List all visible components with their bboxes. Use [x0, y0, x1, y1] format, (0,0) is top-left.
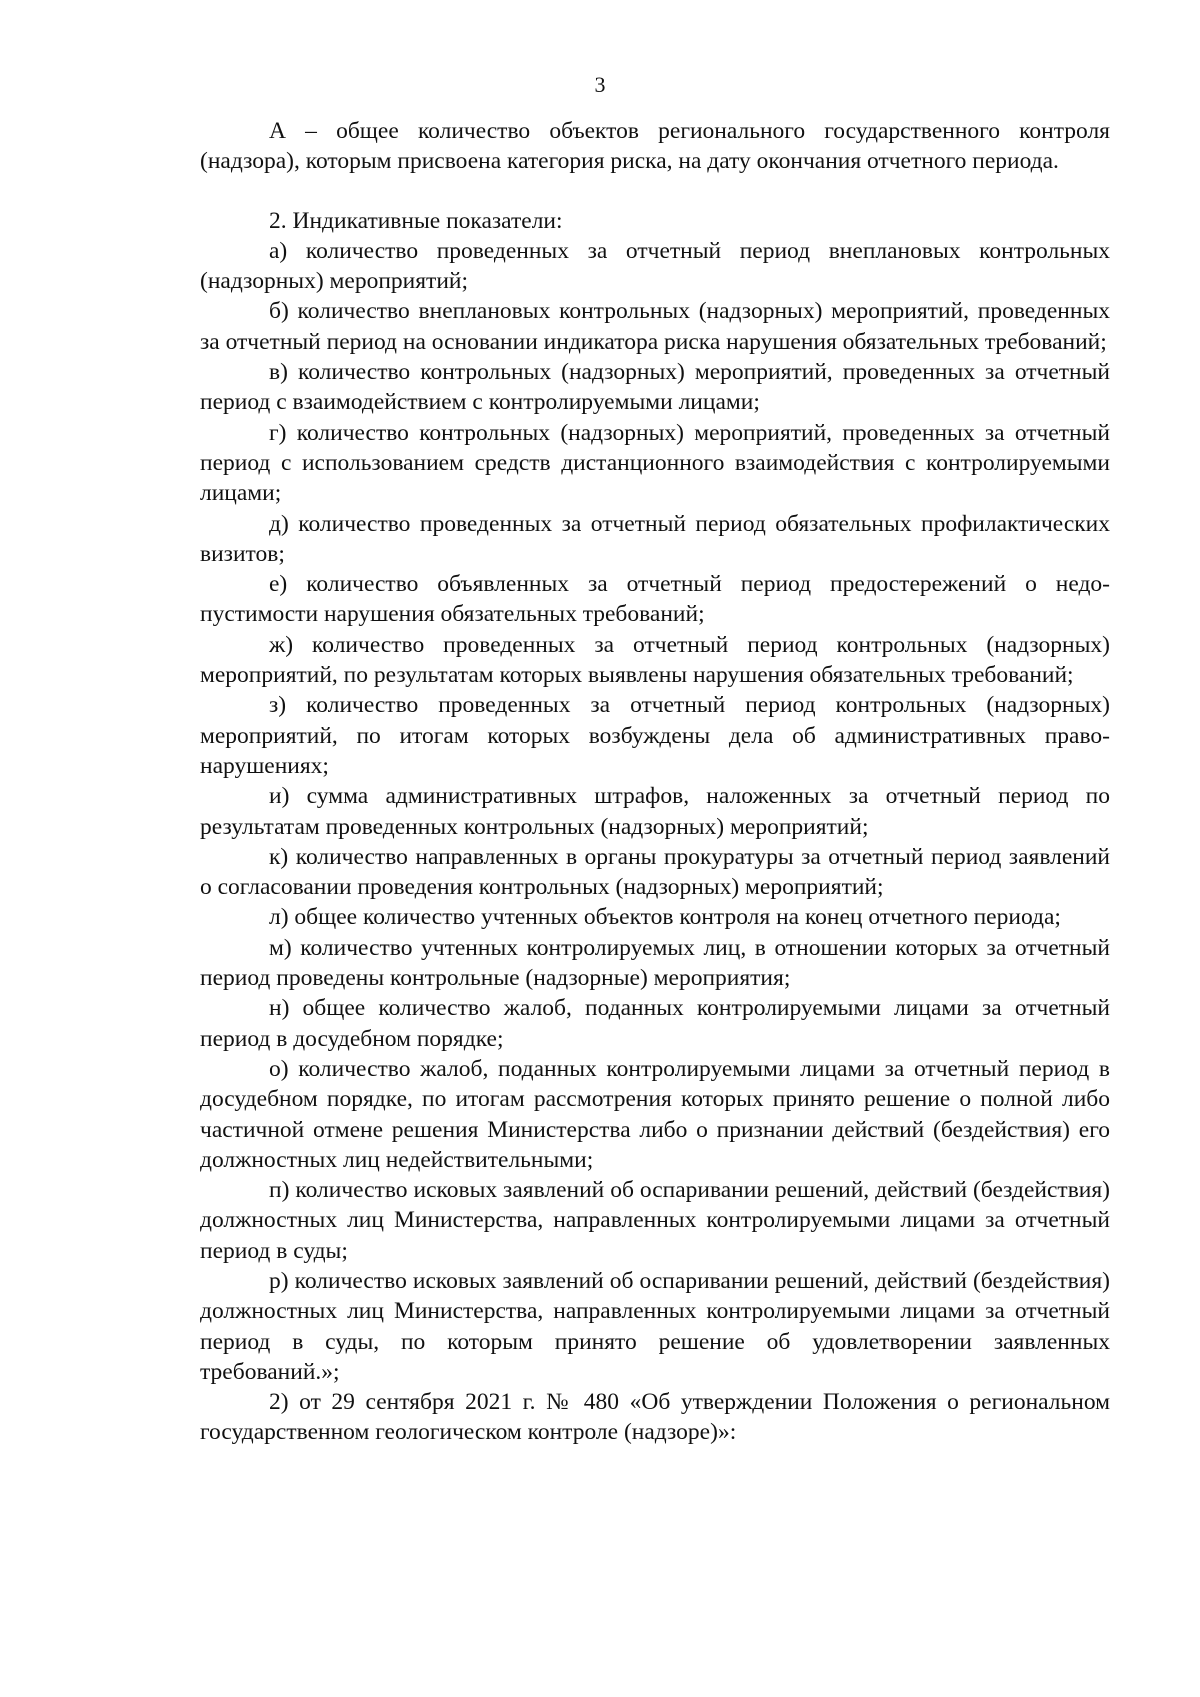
paragraph-item-r: р) количество исковых заявлений об оспаривании решений, действий (бездействия) должностных лиц Министерства, направленных контролируемыми лицами за отчетный период в суды, по которым принято решение об удовлетворении заявленных требований.»; — [200, 1267, 1110, 1385]
paragraph-item-p: п) количество исковых заявлений об оспаривании решений, действий (бездействия) должностных лиц Министерства, направленных контролируемыми лицами за отчетный период в суды; — [200, 1177, 1110, 1264]
paragraph-item-i: и) сумма административных штрафов, наложенных за отчетный период по результатам проведенных контрольных (надзорных) мероприятий; — [200, 783, 1110, 840]
paragraph-item-z: з) количество проведенных за отчетный период контрольных (надзорных) мероприятий, по итогам которых возбуждены дела об административных правонарушениях; — [200, 692, 1110, 779]
paragraph-formula-definition: А – общее количество объектов регионального государственного контроля (надзора), которым присвоена категория риска, на дату окончания отчетного периода. — [200, 118, 1110, 175]
paragraph-amendment-2: 2) от 29 сентября 2021 г. № 480 «Об утверждении Положения о региональном государственном геологическом контроле (надзоре)»: — [200, 1389, 1110, 1446]
paragraph-item-m: м) количество учтенных контролируемых лиц, в отношении которых за отчетный период проведены контрольные (надзорные) мероприятия; — [200, 934, 1110, 992]
paragraph-item-a: а) количество проведенных за отчетный период внеплановых контрольных (надзорных) мероприятий; — [200, 237, 1110, 295]
paragraph-item-v: в) количество контрольных (надзорных) мероприятий, проведенных за отчетный период с взаимодействием с контролируемыми лицами; — [200, 359, 1110, 416]
paragraph-item-e: е) количество объявленных за отчетный период предостережений о недопустимости нарушения обязательных требований; — [200, 571, 1110, 628]
paragraph-item-g: г) количество контрольных (надзорных) мероприятий, проведенных за отчетный период с использованием средств дистанционного взаимодействия с контролируемыми лицами; — [200, 419, 1110, 507]
document-body — [200, 116, 1110, 1448]
paragraph-section-heading: 2. Индикативные показатели: — [269, 207, 563, 234]
paragraph-item-n: н) общее количество жалоб, поданных контролируемыми лицами за отчетный период в досудебном порядке; — [200, 995, 1110, 1052]
paragraph-item-d: д) количество проведенных за отчетный период обязательных профилактических визитов; — [200, 510, 1110, 567]
paragraph-item-b: б) количество внеплановых контрольных (надзорных) мероприятий, проведенных за отчетный период на основании индикатора риска нарушения обязательных требований; — [200, 298, 1110, 355]
page-number: 3 — [594, 72, 606, 97]
paragraph-item-k: к) количество направленных в органы прокуратуры за отчетный период заявлений о согласовании проведения контрольных (надзорных) мероприятий; — [200, 843, 1110, 901]
paragraph-item-zh: ж) количество проведенных за отчетный период контрольных (надзорных) мероприятий, по результатам которых выявлены нарушения обязательных требований; — [200, 631, 1110, 689]
paragraph-item-o: о) количество жалоб, поданных контролируемыми лицами за отчетный период в досудебном порядке, по итогам рассмотрения которых принято решение о полной либо частичной отмене решения Министерства либо о признании действий (бездействия) его должностных лиц недействительными; — [200, 1055, 1110, 1173]
paragraph-item-l: л) общее количество учтенных объектов контроля на конец отчетного периода; — [269, 904, 1061, 931]
